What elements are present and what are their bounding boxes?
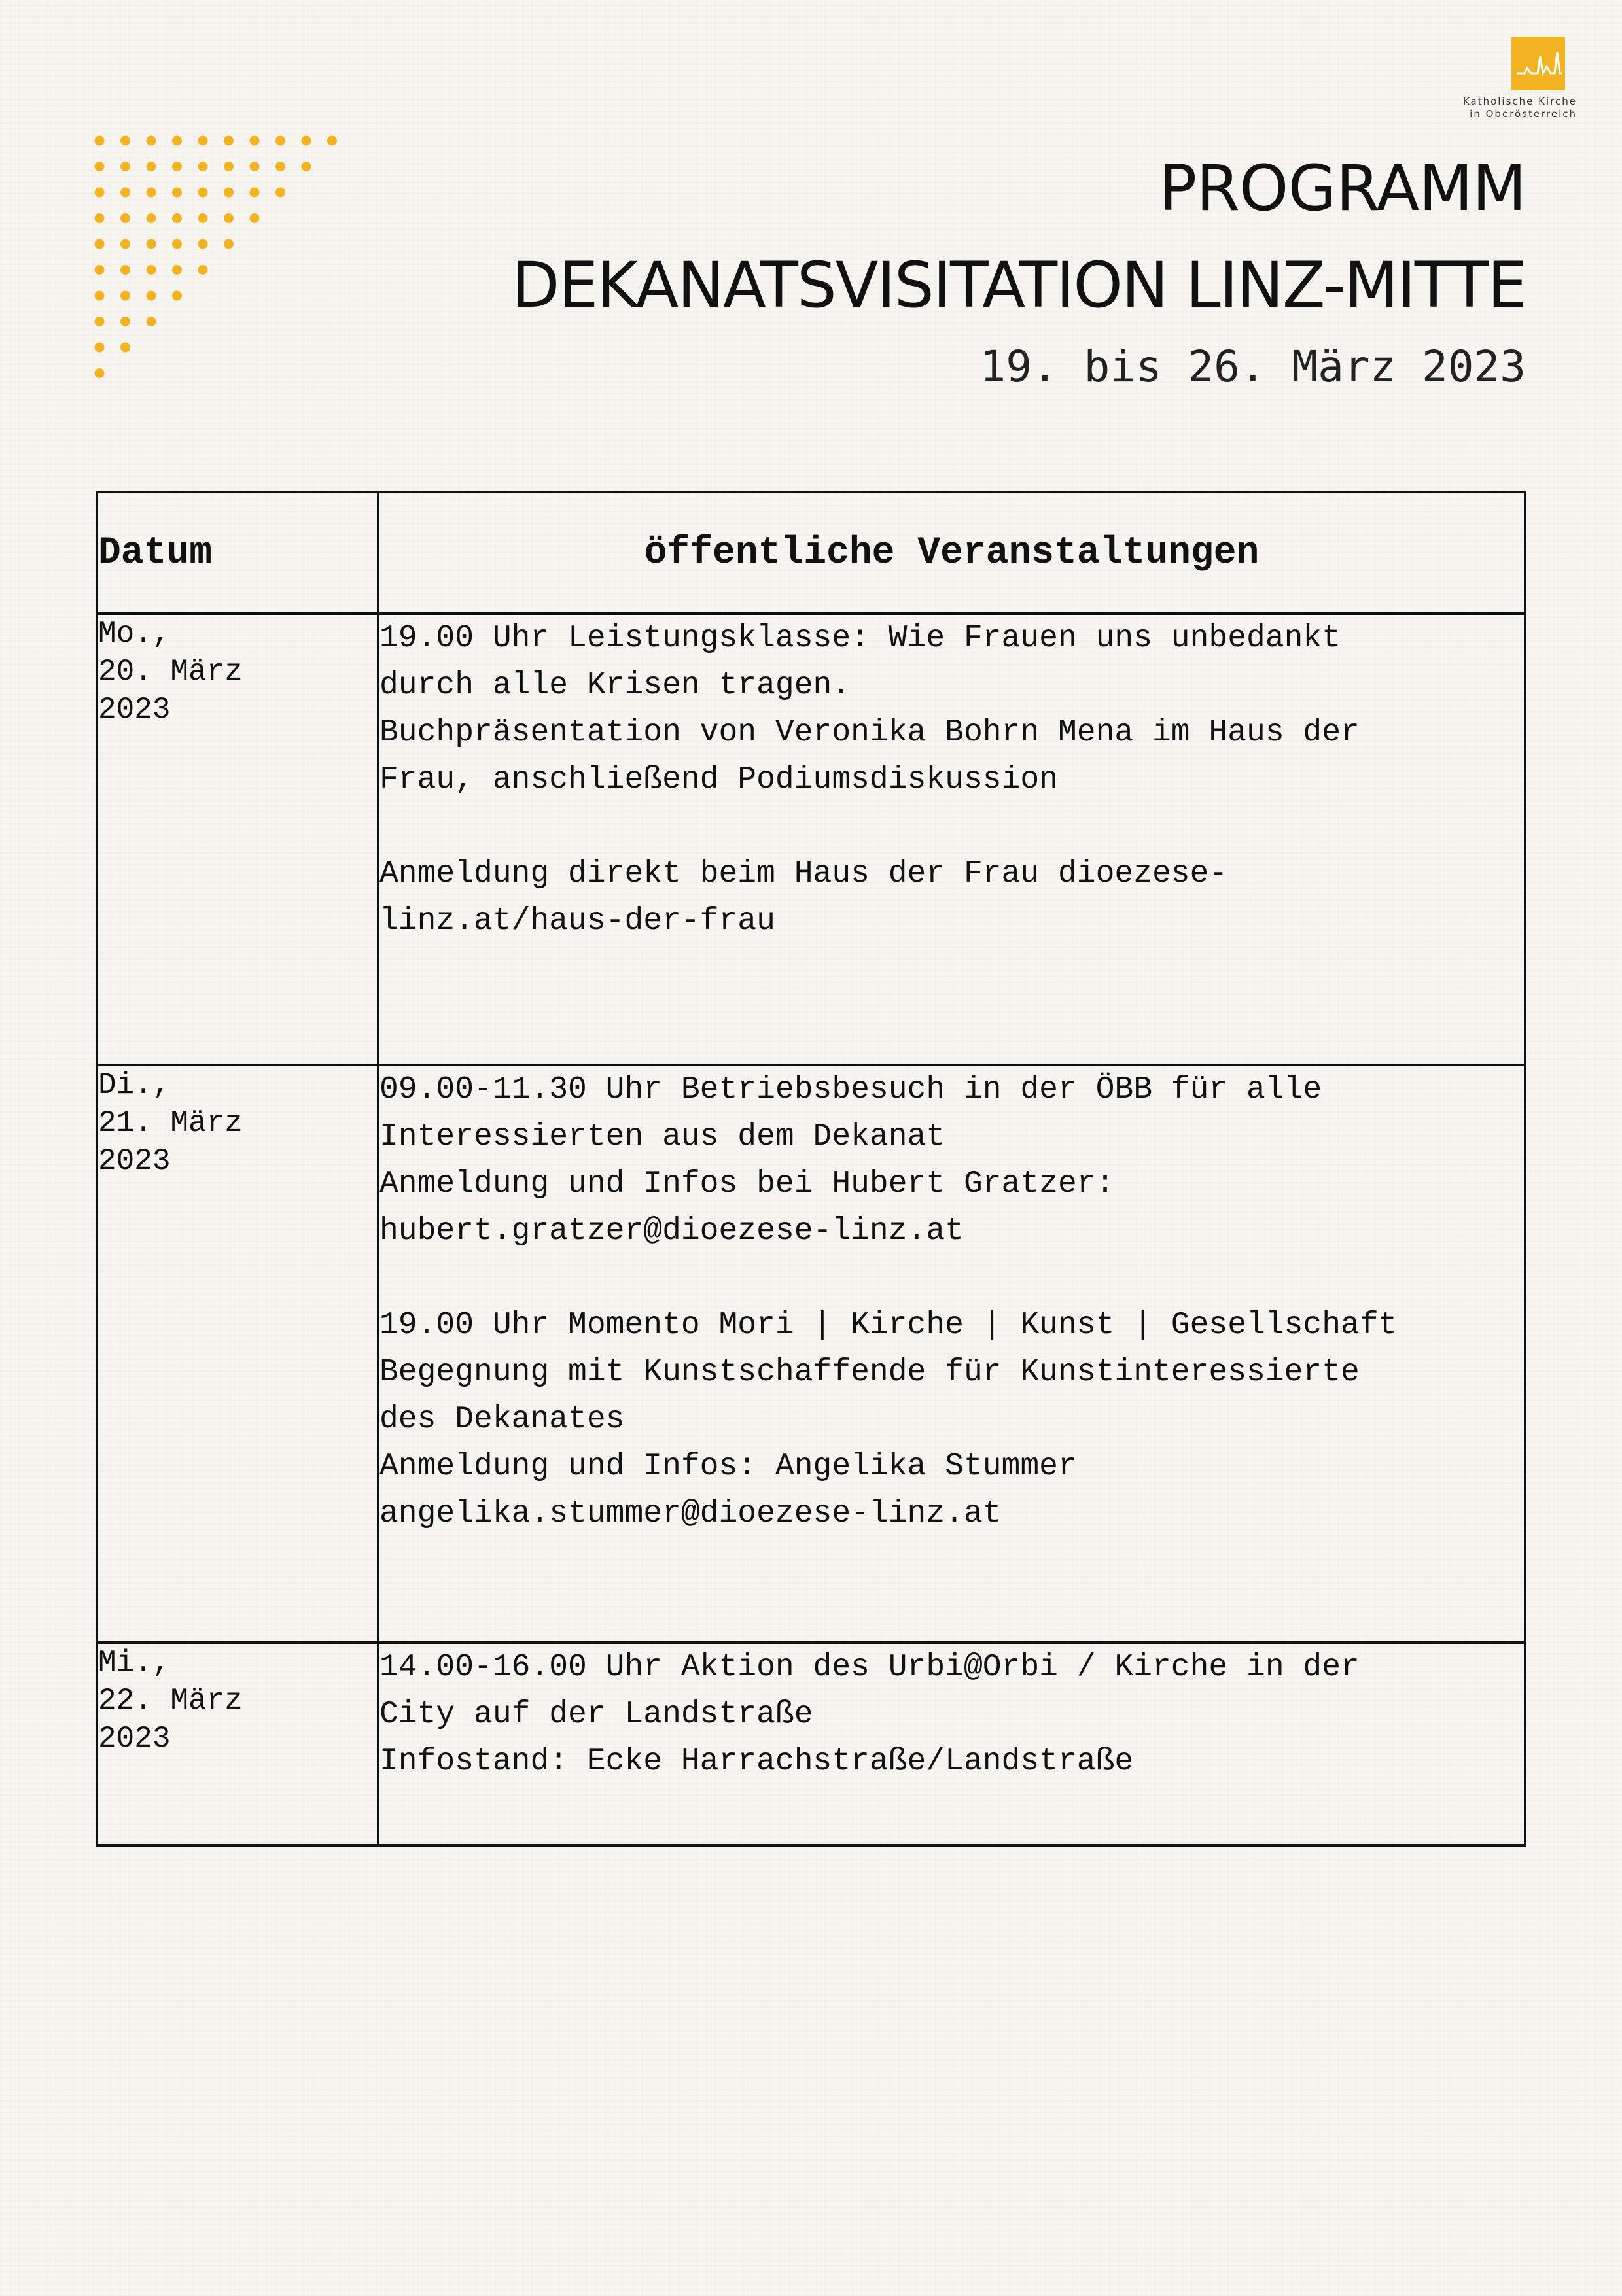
event-line: Anmeldung und Infos bei Hubert Gratzer: (379, 1166, 1115, 1202)
event-line: Begegnung mit Kunstschaffende für Kunstinteressierte (379, 1355, 1360, 1390)
table-header-row (97, 492, 1525, 614)
decor-dot (224, 162, 234, 171)
decor-dot (147, 213, 156, 223)
logo-text-line-2: in Oberösterreich (1470, 108, 1577, 120)
decor-dot (120, 239, 130, 249)
event-line: Anmeldung direkt beim Haus der Frau dioezese- (379, 856, 1228, 892)
decor-dot (172, 136, 182, 146)
event-line: Frau, anschließend Podiumsdiskussion (379, 762, 1058, 797)
decor-dot (198, 188, 208, 198)
decor-dot (95, 188, 105, 198)
decor-dot (172, 265, 182, 275)
events-cell (378, 614, 1525, 1065)
event-line: hubert.gratzer@dioezese-linz.at (379, 1213, 964, 1249)
decor-dot (327, 136, 337, 146)
decor-dot (275, 188, 285, 198)
page-subtitle: DEKANATSVISITATION LINZ-MITTE (511, 249, 1526, 322)
decor-dot (224, 136, 234, 146)
decor-dot (198, 136, 208, 146)
event-line: Anmeldung und Infos: Angelika Stummer (379, 1449, 1077, 1484)
event-line: angelika.stummer@dioezese-linz.at (379, 1496, 1002, 1531)
decor-dot (250, 213, 260, 223)
decor-dot (120, 213, 130, 223)
date-cell: Mo., 20. März 2023 (97, 614, 378, 1065)
decor-dot (95, 239, 105, 249)
event-spacer (379, 803, 1524, 850)
decor-dot (172, 188, 182, 198)
event-line: Buchpräsentation von Veronika Bohrn Mena im Haus der (379, 715, 1360, 750)
decor-dot (147, 162, 156, 171)
page-title: PROGRAMM (1159, 152, 1526, 225)
decor-dot (120, 343, 130, 353)
events-cell (378, 1065, 1525, 1643)
decor-dot (172, 213, 182, 223)
decor-dot (198, 239, 208, 249)
decor-dot (147, 265, 156, 275)
event-line: 19.00 Uhr Momento Mori | Kirche | Kunst | Gesellschaft (379, 1308, 1398, 1343)
event-line: Infostand: Ecke Harrachstraße/Landstraße (379, 1744, 1134, 1779)
date-cell: Mi., 22. März 2023 (97, 1643, 378, 1845)
decor-dot (95, 317, 105, 326)
date-cell: Di., 21. März 2023 (97, 1065, 378, 1643)
decor-dot (120, 317, 130, 326)
event-line: City auf der Landstraße (379, 1697, 813, 1732)
decor-dot (250, 162, 260, 171)
decor-dot (147, 136, 156, 146)
dot-triangle-decoration (85, 128, 347, 389)
decor-dot (275, 136, 285, 146)
decor-dot (95, 136, 105, 146)
decor-dot (198, 162, 208, 171)
logo-icon (1511, 37, 1565, 90)
decor-dot (302, 162, 311, 171)
table-row (97, 614, 1525, 1065)
column-header-date: Datum (97, 492, 378, 614)
decor-dot (302, 136, 311, 146)
decor-dot (120, 162, 130, 171)
decor-dot (147, 188, 156, 198)
event-line: 19.00 Uhr Leistungsklasse: Wie Frauen uns unbedankt (379, 621, 1341, 656)
decor-dot (250, 136, 260, 146)
event-line: linz.at/haus-der-frau (379, 903, 775, 939)
date-range: 19. bis 26. März 2023 (979, 341, 1526, 392)
decor-dot (224, 239, 234, 249)
decor-dot (147, 317, 156, 326)
decor-dot (172, 162, 182, 171)
decor-dot (147, 239, 156, 249)
events-cell (378, 1643, 1525, 1845)
decor-dot (198, 265, 208, 275)
decor-dot (95, 291, 105, 301)
event-line: 09.00-11.30 Uhr Betriebsbesuch in der ÖBB für alle (379, 1072, 1322, 1107)
decor-dot (120, 265, 130, 275)
decor-dot (120, 136, 130, 146)
decor-dot (172, 239, 182, 249)
event-line: durch alle Krisen tragen. (379, 668, 851, 703)
logo-text-line-1: Katholische Kirche (1462, 96, 1577, 107)
event-line: 14.00-16.00 Uhr Aktion des Urbi@Orbi / Kirche in der (379, 1650, 1360, 1685)
decor-dot (275, 162, 285, 171)
decor-dot (120, 291, 130, 301)
event-line: Interessierten aus dem Dekanat (379, 1119, 945, 1155)
decor-dot (198, 213, 208, 223)
decor-dot (147, 291, 156, 301)
decor-dot (250, 188, 260, 198)
church-logo (1354, 34, 1577, 126)
decor-dot (224, 213, 234, 223)
event-spacer (379, 1255, 1524, 1302)
decor-dot (120, 188, 130, 198)
program-table (96, 491, 1526, 1847)
decor-dot (95, 213, 105, 223)
event-line: des Dekanates (379, 1402, 625, 1437)
decor-dot (95, 368, 105, 378)
decor-dot (224, 188, 234, 198)
table-row (97, 1065, 1525, 1643)
decor-dot (95, 343, 105, 353)
decor-dot (95, 162, 105, 171)
column-header-events: öffentliche Veranstaltungen (378, 492, 1525, 614)
table-row (97, 1643, 1525, 1845)
decor-dot (172, 291, 182, 301)
decor-dot (95, 265, 105, 275)
